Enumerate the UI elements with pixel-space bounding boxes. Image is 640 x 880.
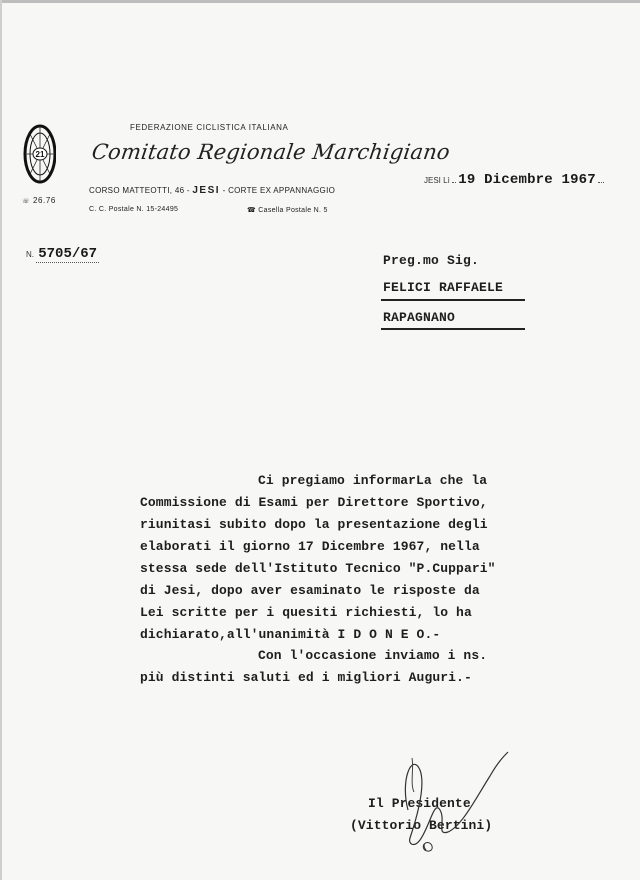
body-line-7: Lei scritte per i quesiti richiesti, lo ha <box>140 605 472 620</box>
date-line <box>424 172 604 188</box>
body-line-3: riunitasi subito dopo la presentazione degli <box>140 517 488 532</box>
protocol-line <box>26 246 99 262</box>
svg-text:21: 21 <box>35 150 45 159</box>
body-line-8: dichiarato,all'unanimità I D O N E O.- <box>140 627 441 642</box>
closing-line-1: Con l'occasione inviamo i ns. <box>258 648 488 663</box>
letterhead-address-line: CORSO MATTEOTTI, 46 - JESI - CORTE EX APPANNAGGIO <box>89 185 336 196</box>
recipient-salutation: Preg.mo Sig. <box>383 253 480 268</box>
letterhead-committee: Comitato Regionale Marchigiano <box>90 140 452 164</box>
page-left-edge <box>0 0 2 880</box>
body-line-1: Ci pregiamo informarLa che la <box>258 473 488 488</box>
protocol-prefix: N. <box>26 250 34 259</box>
recipient-town-underline <box>381 328 525 330</box>
letterhead-po-box: ☎ Casella Postale N. 5 <box>247 207 328 214</box>
page-top-edge <box>0 0 640 3</box>
recipient-name-underline <box>381 299 525 301</box>
closing-line-2: più distinti saluti ed i migliori Auguri.- <box>140 670 472 685</box>
letterhead-postal-account: C. C. Postale N. 15-24495 <box>89 206 179 213</box>
letterhead-federation: FEDERAZIONE CICLISTICA ITALIANA <box>130 123 289 132</box>
date-prefix: JESI Lì <box>424 176 450 185</box>
body-line-5: stessa sede dell'Istituto Tecnico "P.Cuppari" <box>140 561 496 576</box>
handwritten-signature-icon <box>390 740 520 860</box>
letterhead-phone: ☏ 26.76 <box>22 196 56 205</box>
signature-name: (Vittorio Bertini) <box>350 818 493 833</box>
protocol-number: 5705/67 <box>38 246 98 262</box>
body-line-4: elaborati il giorno 17 Dicembre 1967, nella <box>140 539 480 554</box>
recipient-name: FELICI RAFFAELE <box>383 280 504 295</box>
body-line-2: Commissione di Esami per Direttore Sportivo, <box>140 495 488 510</box>
cycling-wheel-logo-icon <box>22 124 56 184</box>
signature-title: Il Presidente <box>368 796 471 811</box>
letter-date: 19 Dicembre 1967 <box>458 172 596 188</box>
recipient-town: RAPAGNANO <box>383 310 456 325</box>
body-line-6: di Jesi, dopo aver esaminato le risposte da <box>140 583 480 598</box>
